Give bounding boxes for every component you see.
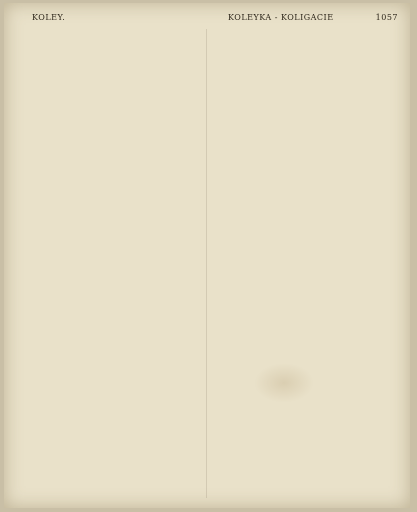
header-right-headword-range: KOLEYKA - KOLIGACIE	[228, 13, 334, 22]
left-column-text	[16, 29, 202, 498]
right-column-text	[212, 29, 398, 498]
header-left-headword: KOLEY.	[32, 13, 66, 22]
running-head	[18, 13, 398, 25]
paper-stain	[254, 363, 314, 403]
dictionary-page	[4, 3, 410, 508]
page-number: 1057	[375, 13, 398, 22]
column-gutter	[206, 29, 207, 498]
